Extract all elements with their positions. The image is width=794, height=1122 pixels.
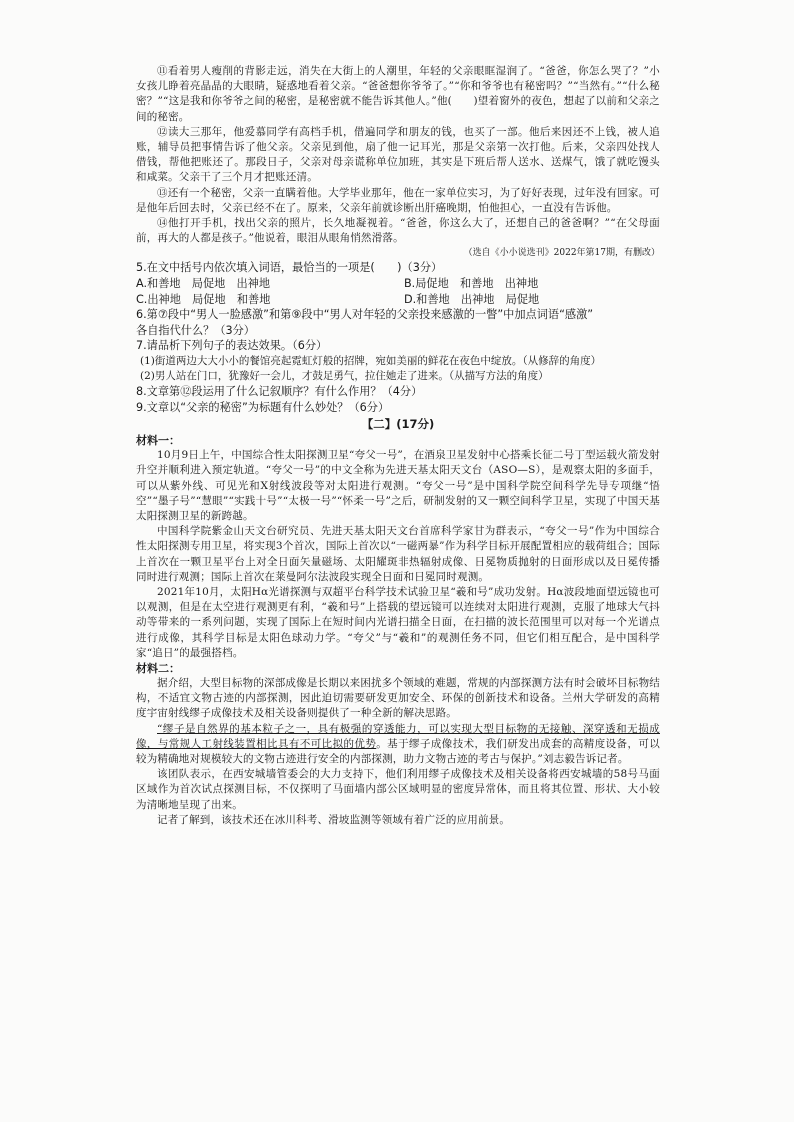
passage-paragraph-14: ⑭他打开手机，找出父亲的照片，长久地凝视着。“爸爸，你这么大了，还想自己的爸爸啊？”“在父母面前，再大的人都是孩子。”他说着，眼泪从眼角悄然滑落。: [136, 217, 660, 245]
section-heading: 【二】(17分): [361, 417, 435, 432]
question-8: 8.文章第⑫段运用了什么记叙顺序？有什么作用？（4分）: [136, 385, 423, 398]
material-2-paragraph-2: [136, 722, 660, 768]
material-2-label: 材料二：: [136, 662, 180, 676]
question-7: 7.请品析下列句子的表达效果。（6分）: [136, 339, 328, 353]
question-7-item-1: (1)街道两边大大小小的餐馆亮起霓虹灯般的招牌，宛如美丽的鲜花在夜色中绽放。（从修辞的角度）: [140, 355, 602, 367]
passage-source: （选自《小小说选刊》2022年第17期，有删改）: [463, 248, 660, 259]
material-1-paragraph-1: 10月9日上午，中国综合性太阳探测卫星“夸父一号”，在酒泉卫星发射中心搭乘长征二号丁型运载火箭发射升空并顺利进入预定轨道。“夸父一号”的中文全称为先进天基太阳天文台（ASO—S），是观察太阳的多面手，可以从紫外线、可见光和X射线波段等对太阳进行观测。“夸父一号”是中国科学院空间科学先导专项继“悟空”“墨子号”“慧眼”“实践十号”“太极一号”“怀柔一号”之后，研制发射的又一颗空间科学卫星，实现了中国天基太阳探测卫星的新跨越。: [136, 449, 660, 522]
question-6-line-1: 6.第⑦段中“男人一脸感激”和第⑨段中“男人对年轻的父亲投来感激的一瞥”中加点词语“感激”: [136, 308, 594, 322]
material-2-paragraph-2-rest: 。基于缪子成像技术，我们研发出成套的高精度设备，可以较为精确地对规模较大的文物古迹进行安全的内部探测，助力文物古迹的考古与保护。”刘志毅告诉记者。: [136, 737, 660, 766]
option-d: D.和善地 出神地 局促地: [404, 292, 540, 306]
material-1-label: 材料一：: [136, 434, 180, 448]
option-b: B.局促地 和善地 出神地: [404, 277, 539, 291]
passage-paragraph-13: ⑬还有一个秘密，父亲一直瞒着他。大学毕业那年，他在一家单位实习，为了好好表现，过年没有回家。可是他年后回去时，父亲已经不在了。原来，父亲年前就诊断出肝癌晚期，怕他担心，一直没有告诉他。: [136, 186, 660, 214]
question-5: 5.在文中括号内依次填入词语，最恰当的一项是( )（3分）: [136, 261, 443, 275]
question-7-item-2: (2)男人站在门口，犹豫好一会儿，才鼓足勇气，拉住她走了进来。（从描写方法的角度）: [140, 370, 549, 382]
option-a: A.和善地 局促地 出神地: [136, 277, 271, 291]
page-content: [136, 64, 660, 828]
passage-paragraph-11: ⑪看着男人瘦削的背影走远，消失在大街上的人潮里，年轻的父亲眼眶湿润了。“爸爸，你怎么哭了？”小女孩儿睁着亮晶晶的大眼睛，疑惑地看着父亲。“爸爸想你爷爷了。”“你和爷爷也有秘密吗？”“当然有。”“什么秘密？”“这是我和你爷爷之间的秘密，是秘密就不能告诉其他人。”他( )望着窗外的夜色，想起了以前和父亲之间的秘密。: [136, 65, 660, 123]
material-1-paragraph-3: 2021年10月，太阳Hα光谱探测与双超平台科学技术试验卫星“羲和号”成功发射。Hα波段地面望远镜也可以观测，但是在太空进行观测更有利，“羲和号”上搭载的望远镜可以连续对太阳进行观测，克服了地球大气抖动等带来的一系列问题，实现了国际上在短时间内光谱扫描全日面，在扫描的波长范围里可以对每一个光谱点进行成像，其科学目标是太阳色球动力学。“夸父”与“羲和”的观测任务不同，但它们相互配合，是中国科学家“追日”的最强搭档。: [136, 586, 661, 659]
question-6: [136, 307, 660, 338]
material-1-paragraph-2: 中国科学院紫金山天文台研究员、先进天基太阳天文台首席科学家甘为群表示，“夸父一号”作为中国综合性太阳探测专用卫星，将实现3个首次，国际上首次以“一磁两暴”作为科学目标开展配置相应的载荷组合；国际上首次在一颗卫星平台上对全日面矢量磁场、太阳耀斑非热辐射成像、日冕物质抛射的日面形成以及日冕传播同时进行观测；国际上首次在莱曼阿尔法波段实现全日面和日冕同时观测。: [136, 525, 660, 583]
material-2-paragraph-4: 记者了解到，该技术还在冰川科考、滑坡监测等领域有着广泛的应用前景。: [157, 813, 511, 826]
question-5-options: [136, 276, 660, 307]
underlined-sentence: “缪子是自然界的基本粒子之一，具有极强的穿透能力，可以实现大型目标物的无接触、深穿透和无损成像，与常规人工射线装置相比具有不可比拟的优势: [136, 722, 660, 750]
material-2-paragraph-1: 据介绍，大型目标物的深部成像是长期以来困扰多个领域的难题，常规的内部探测方法有时会破坏目标物结构，不适宜文物古迹的内部探测，因此迫切需要研发更加安全、环保的创新技术和设备。兰州大学研发的高精度宇宙射线缪子成像技术及相关设备则提供了一种全新的解决思路。: [136, 677, 660, 720]
passage-paragraph-12: ⑫读大三那年，他爱慕同学有高档手机，借遍同学和朋友的钱，也买了一部。他后来因还不上钱，被人追账，辅导员把事情告诉了他父亲。父亲见到他，扇了他一记耳光，那是父亲第一次打他。后来，父亲四处找人借钱，帮他把账还了。那段日子，父亲对母亲谎称单位加班，其实是下班后帮人送水、送煤气，饿了就吃馒头和咸菜。父亲干了三个月才把账还清。: [136, 125, 660, 184]
question-6-line-2: 各自指代什么？（3分）: [136, 323, 255, 337]
material-2-paragraph-3: 该团队表示，在西安城墙管委会的大力支持下，他们利用缪子成像技术及相关设备将西安城墙的58号马面区域作为首次试点探测目标，不仅探明了马面墙内部公区域明显的密度异常体，而且将其位置、形状、大小较为清晰地呈现了出来。: [136, 768, 660, 811]
question-9: 9.文章以“父亲的秘密”为标题有什么妙处？（6分）: [136, 400, 390, 414]
option-c: C.出神地 局促地 和善地: [136, 292, 271, 306]
